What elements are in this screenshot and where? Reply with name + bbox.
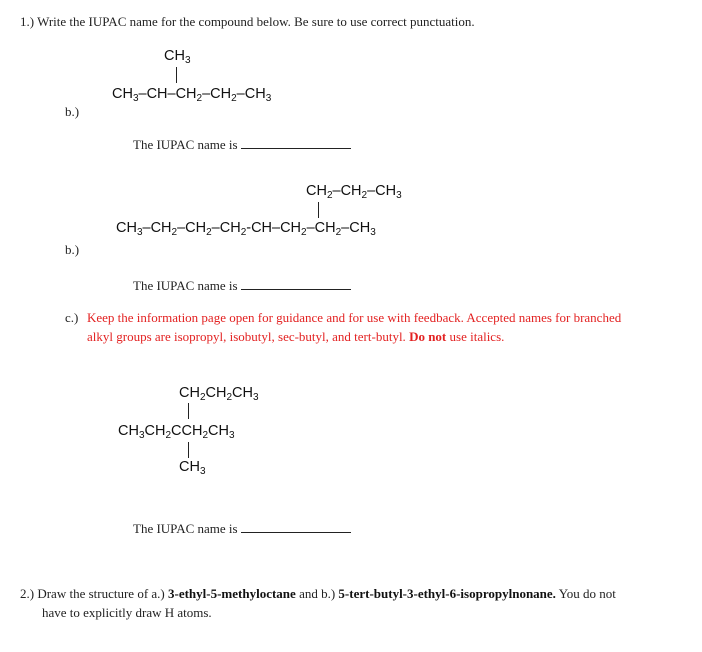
part-b-label: b.)	[65, 242, 80, 257]
question-2-line-1	[20, 586, 616, 602]
question-2-part-1: 2.) Draw the structure of a.)	[20, 586, 165, 601]
structure-c-top-bond	[188, 403, 189, 419]
part-b-answer-blank[interactable]	[241, 278, 351, 290]
question-2-compound-b: 5-tert-butyl-3-ethyl-6-isopropylnonane.	[338, 586, 556, 601]
structure-a-bond	[176, 67, 177, 83]
question-2-line-2: have to explicitly draw H atoms.	[42, 605, 212, 620]
part-c-note-line-2	[87, 329, 504, 345]
part-c-prompt: The IUPAC name is	[133, 521, 238, 536]
part-a-label: b.)	[65, 104, 80, 119]
part-a-answer-blank[interactable]	[241, 137, 351, 149]
part-b-answer-row	[133, 278, 351, 294]
structure-c-bottom-bond	[188, 442, 189, 458]
question-2-compound-a: 3-ethyl-5-methyloctane	[168, 586, 296, 601]
part-b-prompt: The IUPAC name is	[133, 278, 238, 293]
part-c-label: c.)	[65, 310, 79, 325]
structure-c-main-chain: $CH_3CH_2CCH_2CH_3$	[118, 423, 235, 441]
part-a-prompt: The IUPAC name is	[133, 137, 238, 152]
question-1-heading: 1.) Write the IUPAC name for the compound below. Be sure to use correct punctuation.	[20, 14, 475, 29]
structure-b-branch: $CH_2-CH_2-CH_3$	[306, 183, 402, 201]
part-c-note-line-1: Keep the information page open for guidance and for use with feedback. Accepted names for branched	[87, 310, 622, 325]
structure-c-bottom-branch: $CH_3$	[179, 459, 206, 477]
question-2-part-2: and b.)	[299, 586, 336, 601]
part-c-note-emphasis: Do not	[409, 329, 447, 344]
part-c-answer-blank[interactable]	[241, 521, 351, 533]
question-2-part-3: You do not	[558, 586, 616, 601]
structure-a-main-chain: $CH_3-CH-CH_2-CH_2-CH_3$	[112, 86, 272, 104]
structure-c-top-branch: $CH_2CH_2CH_3$	[179, 385, 259, 403]
structure-b-main-chain: $CH_3-CH_2-CH_2-CH_2-CH-CH_2-CH_2-CH_3$	[116, 220, 376, 238]
structure-a-branch: $CH_3$	[164, 48, 191, 66]
part-a-answer-row	[133, 137, 351, 153]
part-c-note-text: alkyl groups are isopropyl, isobutyl, sec-butyl, and tert-butyl.	[87, 329, 406, 344]
part-c-note-end: use italics.	[449, 329, 505, 344]
structure-b-bond	[318, 202, 319, 218]
part-c-answer-row	[133, 521, 351, 537]
